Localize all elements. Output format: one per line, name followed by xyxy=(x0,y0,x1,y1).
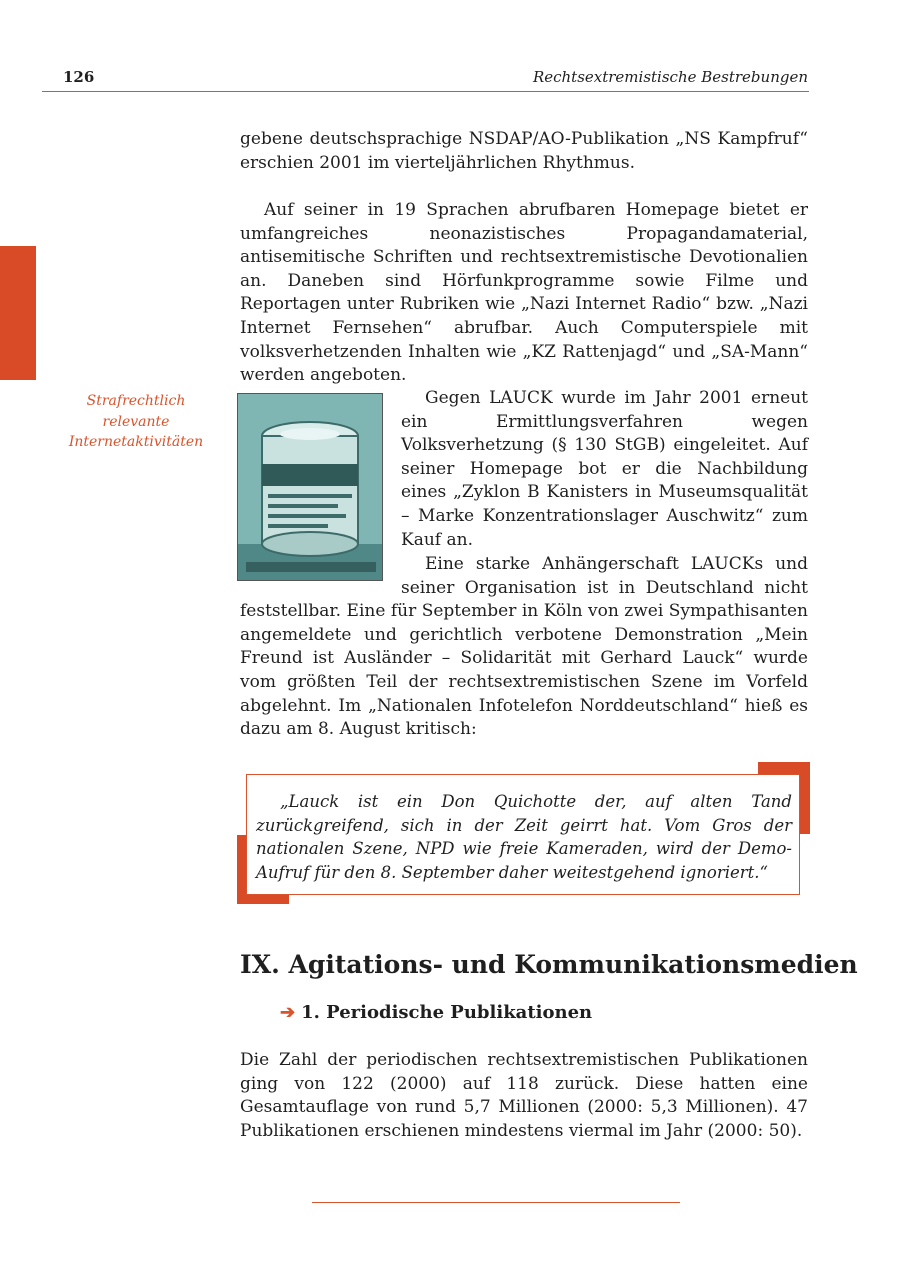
paragraph-following xyxy=(240,553,808,742)
paragraph-lauck-investigation: Gegen LAUCK wurde im Jahr 2001 erneut ein Ermittlungsverfahren wegen Volksverhetzung (§ 130 StGB) eingeleitet. Auf seiner Homepage bot er die Nachbildung eines „Zyklon B Kanisters in Museumsqualität – Marke Konzentrationslager Auschwitz“ zum Kauf an. xyxy=(401,388,808,550)
subsection-label: 1. Periodische Publikationen xyxy=(301,1002,593,1023)
margin-note xyxy=(62,391,210,453)
arrow-right-icon: ➔ xyxy=(280,1002,296,1023)
margin-note-line: Strafrechtlich xyxy=(86,393,186,409)
paragraph-following-text: Eine starke Anhängerschaft LAUCKs und seiner Organisation ist in Deutschland nicht feststellbar. Eine für September in Köln von zwei Sympathisanten angemeldete und gerichtlich verbotene Demonstration „Mein Freund ist Ausländer – Solidarität mit Gerhard Lauck“ wurde vom größten Teil der rechtsextremistischen Szene im Vorfeld abgelehnt. Im „Nationalen Infotelefon Norddeutschland“ hieß es dazu am 8. August kritisch: xyxy=(240,554,808,740)
section-title: IX. Agitations- und Kommunikationsmedien xyxy=(240,950,858,979)
quote-text: „Lauck ist ein Don Quichotte der, auf alten Tand zurückgreifend, sich in der Zeit geirrt hat. Vom Gros der nationalen Szene, NPD wie freie Kameraden, wird der Demo-Aufruf für den 8. September daher weitestgehend ignoriert.“ xyxy=(256,792,792,882)
photo-wrap-spacer xyxy=(240,553,401,600)
side-tab-marker xyxy=(0,246,36,380)
margin-note-line: Internetaktivitäten xyxy=(68,434,204,450)
footer-rule xyxy=(312,1202,680,1203)
header-rule xyxy=(42,91,809,92)
subsection-title xyxy=(280,1002,592,1023)
paragraph-homepage: Auf seiner in 19 Sprachen abrufbaren Homepage bietet er umfangreiches neonazistisches Propagandamaterial, antisemitische Schriften und rechtsextremistische Devotionalien an. Daneben sind Hörfunkprogramme sowie Filme und Reportagen unter Rubriken wie „Nazi Internet Radio“ bzw. „Nazi Internet Fernsehen“ abrufbar. Auch Computerspiele mit volksverhetzenden Inhalten wie „KZ Rattenjagd“ und „SA-Mann“ werden angeboten. xyxy=(240,200,808,386)
paragraph-publications: Die Zahl der periodischen rechtsextremistischen Publikationen ging von 122 (2000) auf 118 zurück. Diese hatten eine Gesamtauflage von rund 5,7 Millionen (2000: 5,3 Millionen). 47 Publikationen erschienen mindestens viermal im Jahr (2000: 50). xyxy=(240,1050,808,1141)
paragraph-continued: gebene deutschsprachige NSDAP/AO-Publikation „NS Kampfruf“ erschien 2001 im vierteljährlichen Rhythmus. xyxy=(240,129,808,173)
page-number: 126 xyxy=(63,68,95,86)
margin-note-line: relevante xyxy=(102,413,170,430)
running-head: Rechtsextremistische Bestrebungen xyxy=(532,68,808,86)
